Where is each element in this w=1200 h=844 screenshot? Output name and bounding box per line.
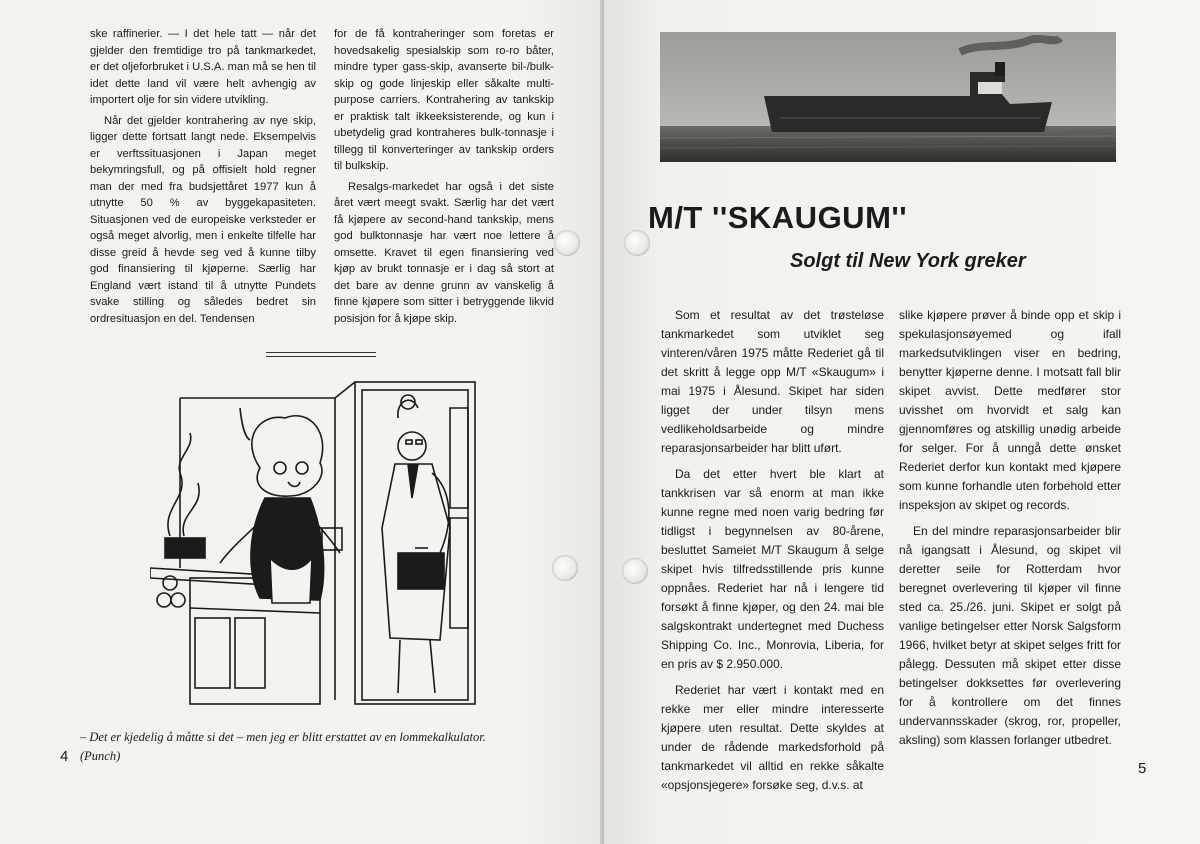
caption-text: – Det er kjedelig å måtte si det – men jeg er blitt erstattet av en lommekalkulator. [80, 730, 486, 744]
right-text-column-1 [661, 306, 884, 802]
paragraph: Rederiet har vært i kontakt med en rekke mer eller mindre interesserte kjøpere uten resultat. Dette skyldes at under de rådende markedsforhold på tankmarkedet vil alltid en rekke såkalte «opsjonsjegere» forsøke seg, d.v.s. at [661, 683, 884, 792]
paragraph: Resalgs-markedet har også i det siste året vært meegt svakt. Særlig har det vært få kjøpere av second-hand tankskip, mens god bulktonnasje har vært noe lettere å omsette. Kravet til egen finansiering ved kjøp av brukt tonnasje er i dag så stort at det bare av denne grunn av vanskelig å finne kjøpere som sitter i betryggende likvid posisjon for å kjøpe skip. [334, 180, 554, 325]
right-text-column-2 [899, 306, 1121, 757]
paragraph: slike kjøpere prøver å binde opp et skip i spekulasjonsøyemed og ifall markedsutviklingen viser en bedring, benytter kjøperne denne. I motsatt fall blir skipet avvist. Dette medfører stor uvisshet om hvorvidt et salg kan gjennomføres og atskillig unødig arbeide for selger. For å unngå dette ønsket Rederiet derfor kun kontakt med kjøpere som kunne forhandle uten forbehold etter inspeksjon av skipet og records. [899, 308, 1121, 512]
binder-hole [554, 230, 580, 256]
tanker-photo [660, 32, 1116, 162]
article-title: M/T ''SKAUGUM'' [648, 200, 908, 235]
binder-hole [624, 230, 650, 256]
page-number-right: 5 [1138, 760, 1147, 777]
page-number-left: 4 [60, 748, 69, 765]
binder-hole [552, 555, 578, 581]
caption-source: (Punch) [80, 749, 121, 763]
section-divider [266, 352, 376, 357]
left-text-column-1 [90, 26, 316, 331]
paragraph: Da det etter hvert ble klart at tankkrisen var så enorm at man ikke kunne regne med noen varig bedring før tidligst i begynnelsen av 80-årene, besluttet Sameiet M/T Skaugum å selge skipet hvis tilfredsstillende pris kunne oppnåes. Rederiet har nå i lengere tid forsøkt å finne kjøper, og den 24. mai ble salgskontrakt undertegnet med Duchess Shipping Co. Inc., Monrovia, Liberia, for en pris av $ 2.950.000. [661, 467, 884, 671]
paragraph: Som et resultat av det trøsteløse tankmarkedet som utviklet seg vinteren/våren 1975 måtte Rederiet gå til det skritt å legge opp M/T «Skaugum» i mai 1975 i Ålesund. Skipet har siden ligget der under tilsyn mens vedlikeholdsarbeide og mindre reparasjonsarbeider har blitt uført. [661, 308, 884, 455]
paragraph: En del mindre reparasjonsarbeider blir nå igangsatt i Ålesund, og skipet vil deretter seile for Rotterdam hvor beregnet overlevering til kjøper vil finne sted ca. 25./26. juni. Skipet er solgt på vanlige betingelser etter Norsk Salgsform 1966, hvilket betyr at skipet selges fritt for pålegg. Dessuten må skipet etter disse betingelser dokksettes før overlevering for å kontrollere om det finnes undervannsskader (skrog, ror, propeller, aksling) som klassen forlanger utbedret. [899, 524, 1121, 747]
cartoon-illustration [150, 378, 550, 708]
left-text-column-2 [334, 26, 554, 331]
article-subtitle: Solgt til New York greker [790, 250, 1026, 272]
cartoon-caption [80, 729, 560, 746]
binder-hole [622, 558, 648, 584]
paragraph: Når det gjelder kontrahering av nye skip, ligger dette fortsatt langt nede. Eksempelvis er verftssituasjonen i Japan meget bekymringsfull, og på offisielt hold regner man der med fra budsjettåret 1977 kun å utnytte 50 % av byggekapasiteten. Situasjonen ved de europeiske verksteder er også meget alvorlig, men i enkelte tilfelle har disse greid å hevde seg ved å kunne tilby god finansiering til kjøperne. Særlig har England vært istand til å utnytte Pundets svake stilling og således bedret sin ordresituasjon en del. Tendensen [90, 114, 316, 325]
paragraph: for de få kontraheringer som foretas er hovedsakelig spesialskip som ro-ro båter, mindre typer gass-skip, avanserte bil-/bulk-skip og gode linjeskip eller såkalte multi-purpose carriers. Kontrahering av tankskip er praktisk talt ikkeeksisterende, og kun i ubetydelig grad kontraheres bulk-tonnasje i tillegg til konverteringer av tankskip orders til bulkskip. [334, 28, 554, 172]
paragraph: ske raffinerier. — I det hele tatt — når det gjelder den fremtidige tro på tankmarkedet, er det oljeforbruket i U.S.A. man må se hen til idet dette land vil være helt avhengig av importert olje for sin videre utvikling. [90, 28, 316, 106]
